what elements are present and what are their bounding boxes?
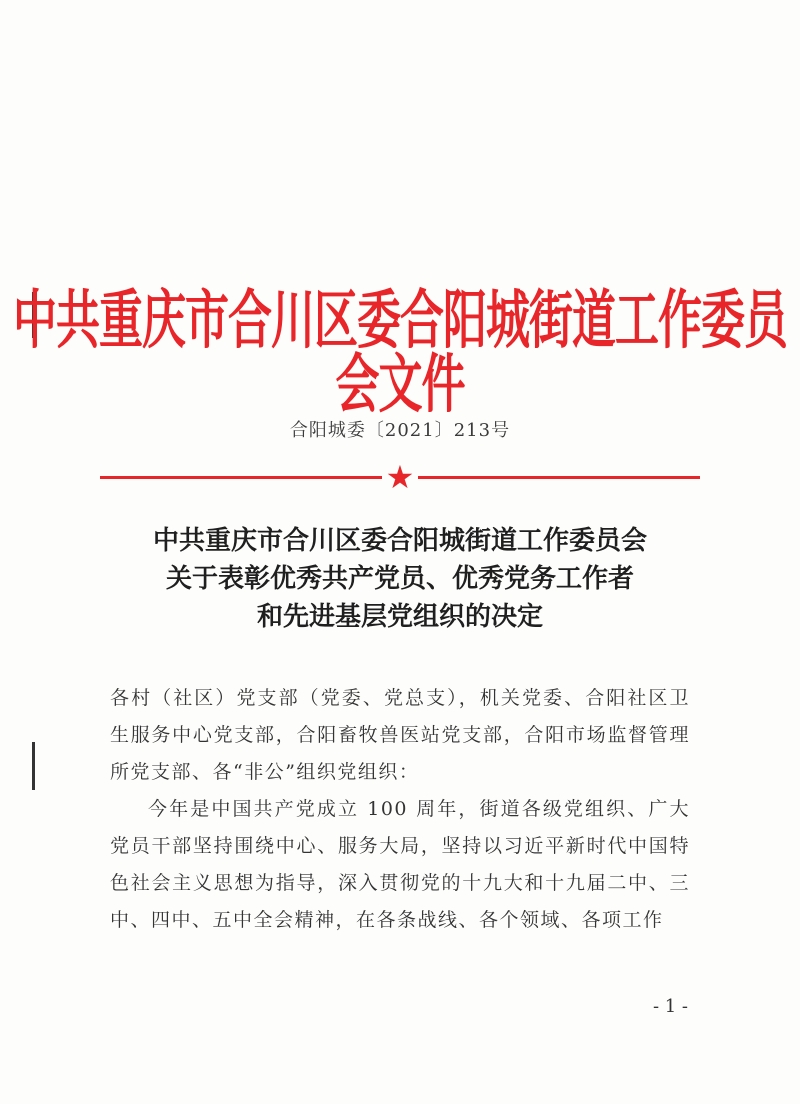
binding-mark-bottom: [32, 742, 35, 790]
star-icon: ★: [385, 458, 415, 496]
document-number: 合阳城委〔2021〕213号: [289, 420, 511, 441]
red-divider: [100, 458, 700, 496]
salutation: 各村（社区）党支部（党委、党总支），机关党委、合阳社区卫生服务中心党支部，合阳畜牧兽医站党支部，合阳市场监督管理所党支部、各“非公”组织党组织：: [110, 687, 690, 783]
document-title: [0, 522, 800, 636]
divider-line-left: [100, 476, 382, 479]
title-line-1: 中共重庆市合川区委合阳城街道工作委员会: [152, 526, 647, 556]
document-body: [110, 680, 690, 939]
issuer-red-header: 中共重庆市合川区委合阳城街道工作委员会文件: [13, 284, 787, 422]
divider-line-right: [418, 476, 700, 479]
title-line-2: 关于表彰优秀共产党员、优秀党务工作者: [165, 564, 634, 594]
title-line-3: 和先进基层党组织的决定: [256, 602, 543, 632]
page-number: - 1 -: [652, 996, 688, 1017]
body-paragraph-1: 今年是中国共产党成立 100 周年，街道各级党组织、广大党员干部坚持围绕中心、服务大局，坚持以习近平新时代中国特色社会主义思想为指导，深入贯彻党的十九大和十九届二中、三中、四中、五中全会精神，在各条战线、各个领域、各项工作: [110, 798, 690, 931]
